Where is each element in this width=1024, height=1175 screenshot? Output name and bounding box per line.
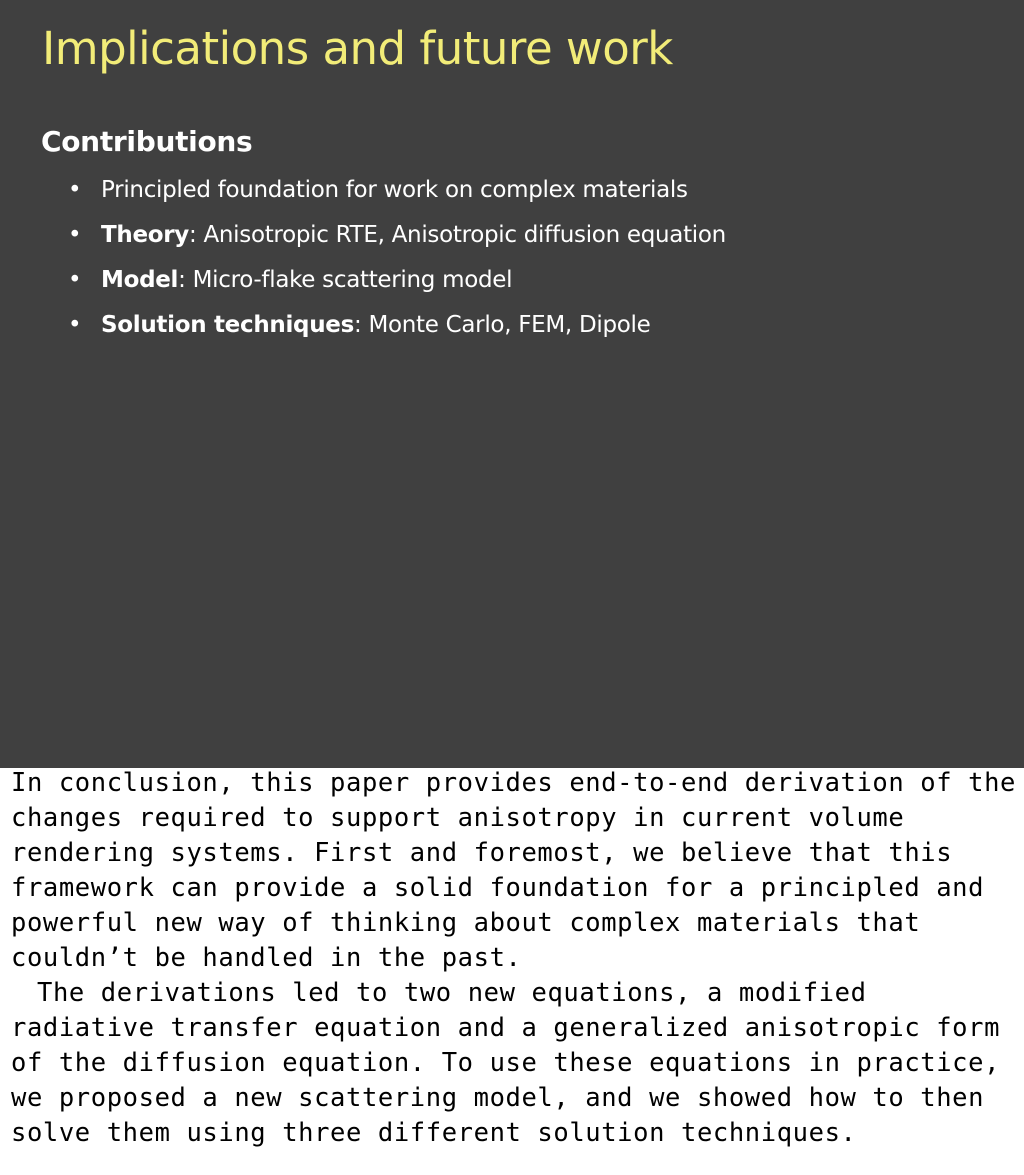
bullet-icon — [68, 170, 101, 210]
bullet-text: : Monte Carlo, FEM, Dipole — [353, 312, 651, 338]
notes-paragraph: In conclusion, this paper provides end-to-end derivation of the changes required to support anisotropy in current volume rendering systems. First and foremost, we believe that this framework can provide a solid foundation for a principled and powerful new way of thinking about complex materials that couldn’t be handled in the past. — [11, 768, 1016, 973]
list-item — [68, 260, 726, 305]
bullet-text: Principled foundation for work on complex materials — [101, 177, 688, 203]
speaker-notes — [11, 766, 1016, 1151]
bullet-text: : Micro-flake scattering model — [178, 267, 513, 293]
contributions-heading: Contributions — [41, 125, 253, 158]
bullet-icon — [68, 305, 101, 345]
list-item — [68, 215, 726, 260]
contributions-list — [68, 170, 726, 350]
list-item — [68, 305, 726, 350]
notes-paragraph: The derivations led to two new equations, a modified radiative transfer equation and a generalized anisotropic form of the diffusion equation. To use these equations in practice, we proposed a new scattering model, and we showed how to then solve them using three different solution techniques. — [11, 978, 1001, 1148]
bullet-icon — [68, 260, 101, 300]
bullet-term: Solution techniques — [101, 312, 354, 338]
bullet-term: Model — [101, 267, 179, 293]
bullet-icon — [68, 215, 101, 255]
bullet-text: : Anisotropic RTE, Anisotropic diffusion equation — [189, 222, 726, 248]
bullet-term: Theory — [101, 222, 189, 248]
slide-title: Implications and future work — [42, 22, 673, 75]
list-item — [68, 170, 726, 215]
